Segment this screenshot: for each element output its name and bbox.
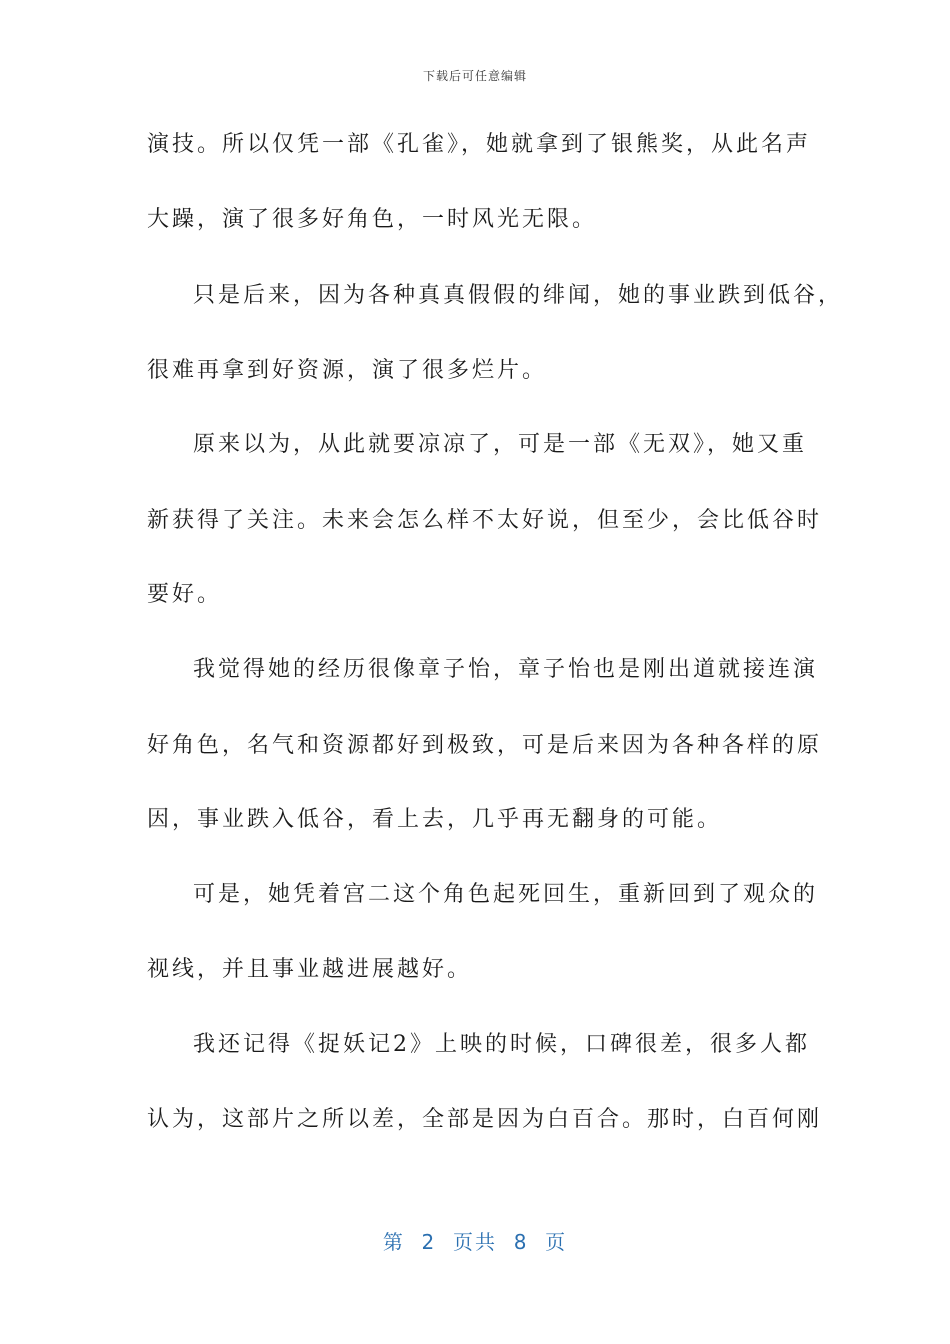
- page-number-footer: 第 2 页共 8 页: [382, 1230, 568, 1254]
- text-line: 因，事业跌入低谷，看上去，几乎再无翻身的可能。: [147, 807, 723, 832]
- text-line: 演技。所以仅凭一部《孔雀》，她就拿到了银熊奖，从此名声: [147, 132, 812, 157]
- paragraph-start-line: 只是后来，因为各种真真假假的绯闻，她的事业跌到低谷，: [193, 283, 844, 308]
- paragraph-start-line: 原来以为，从此就要凉凉了，可是一部《无双》，她又重: [193, 432, 808, 457]
- paragraph-start-line: 我还记得《捉妖记2》上映的时候，口碑很差，很多人都: [193, 1032, 810, 1057]
- text-line: 要好。: [147, 582, 223, 607]
- text-line: 很难再拿到好资源，演了很多烂片。: [147, 358, 548, 383]
- text-line: 好角色，名气和资源都好到极致，可是后来因为各种各样的原: [147, 733, 823, 758]
- paragraph-start-line: 可是，她凭着宫二这个角色起死回生，重新回到了观众的: [193, 882, 819, 907]
- text-line: 新获得了关注。未来会怎么样不太好说，但至少，会比低谷时: [147, 508, 823, 533]
- paragraph-start-line: 我觉得她的经历很像章子怡，章子怡也是刚出道就接连演: [193, 657, 819, 682]
- page-header-note: 下载后可任意编辑: [422, 69, 527, 83]
- text-line: 认为，这部片之所以差，全部是因为白百合。那时，白百何刚: [147, 1107, 823, 1132]
- text-line: 视线，并且事业越进展越好。: [147, 957, 473, 982]
- text-line: 大躁，演了很多好角色，一时风光无限。: [147, 207, 598, 232]
